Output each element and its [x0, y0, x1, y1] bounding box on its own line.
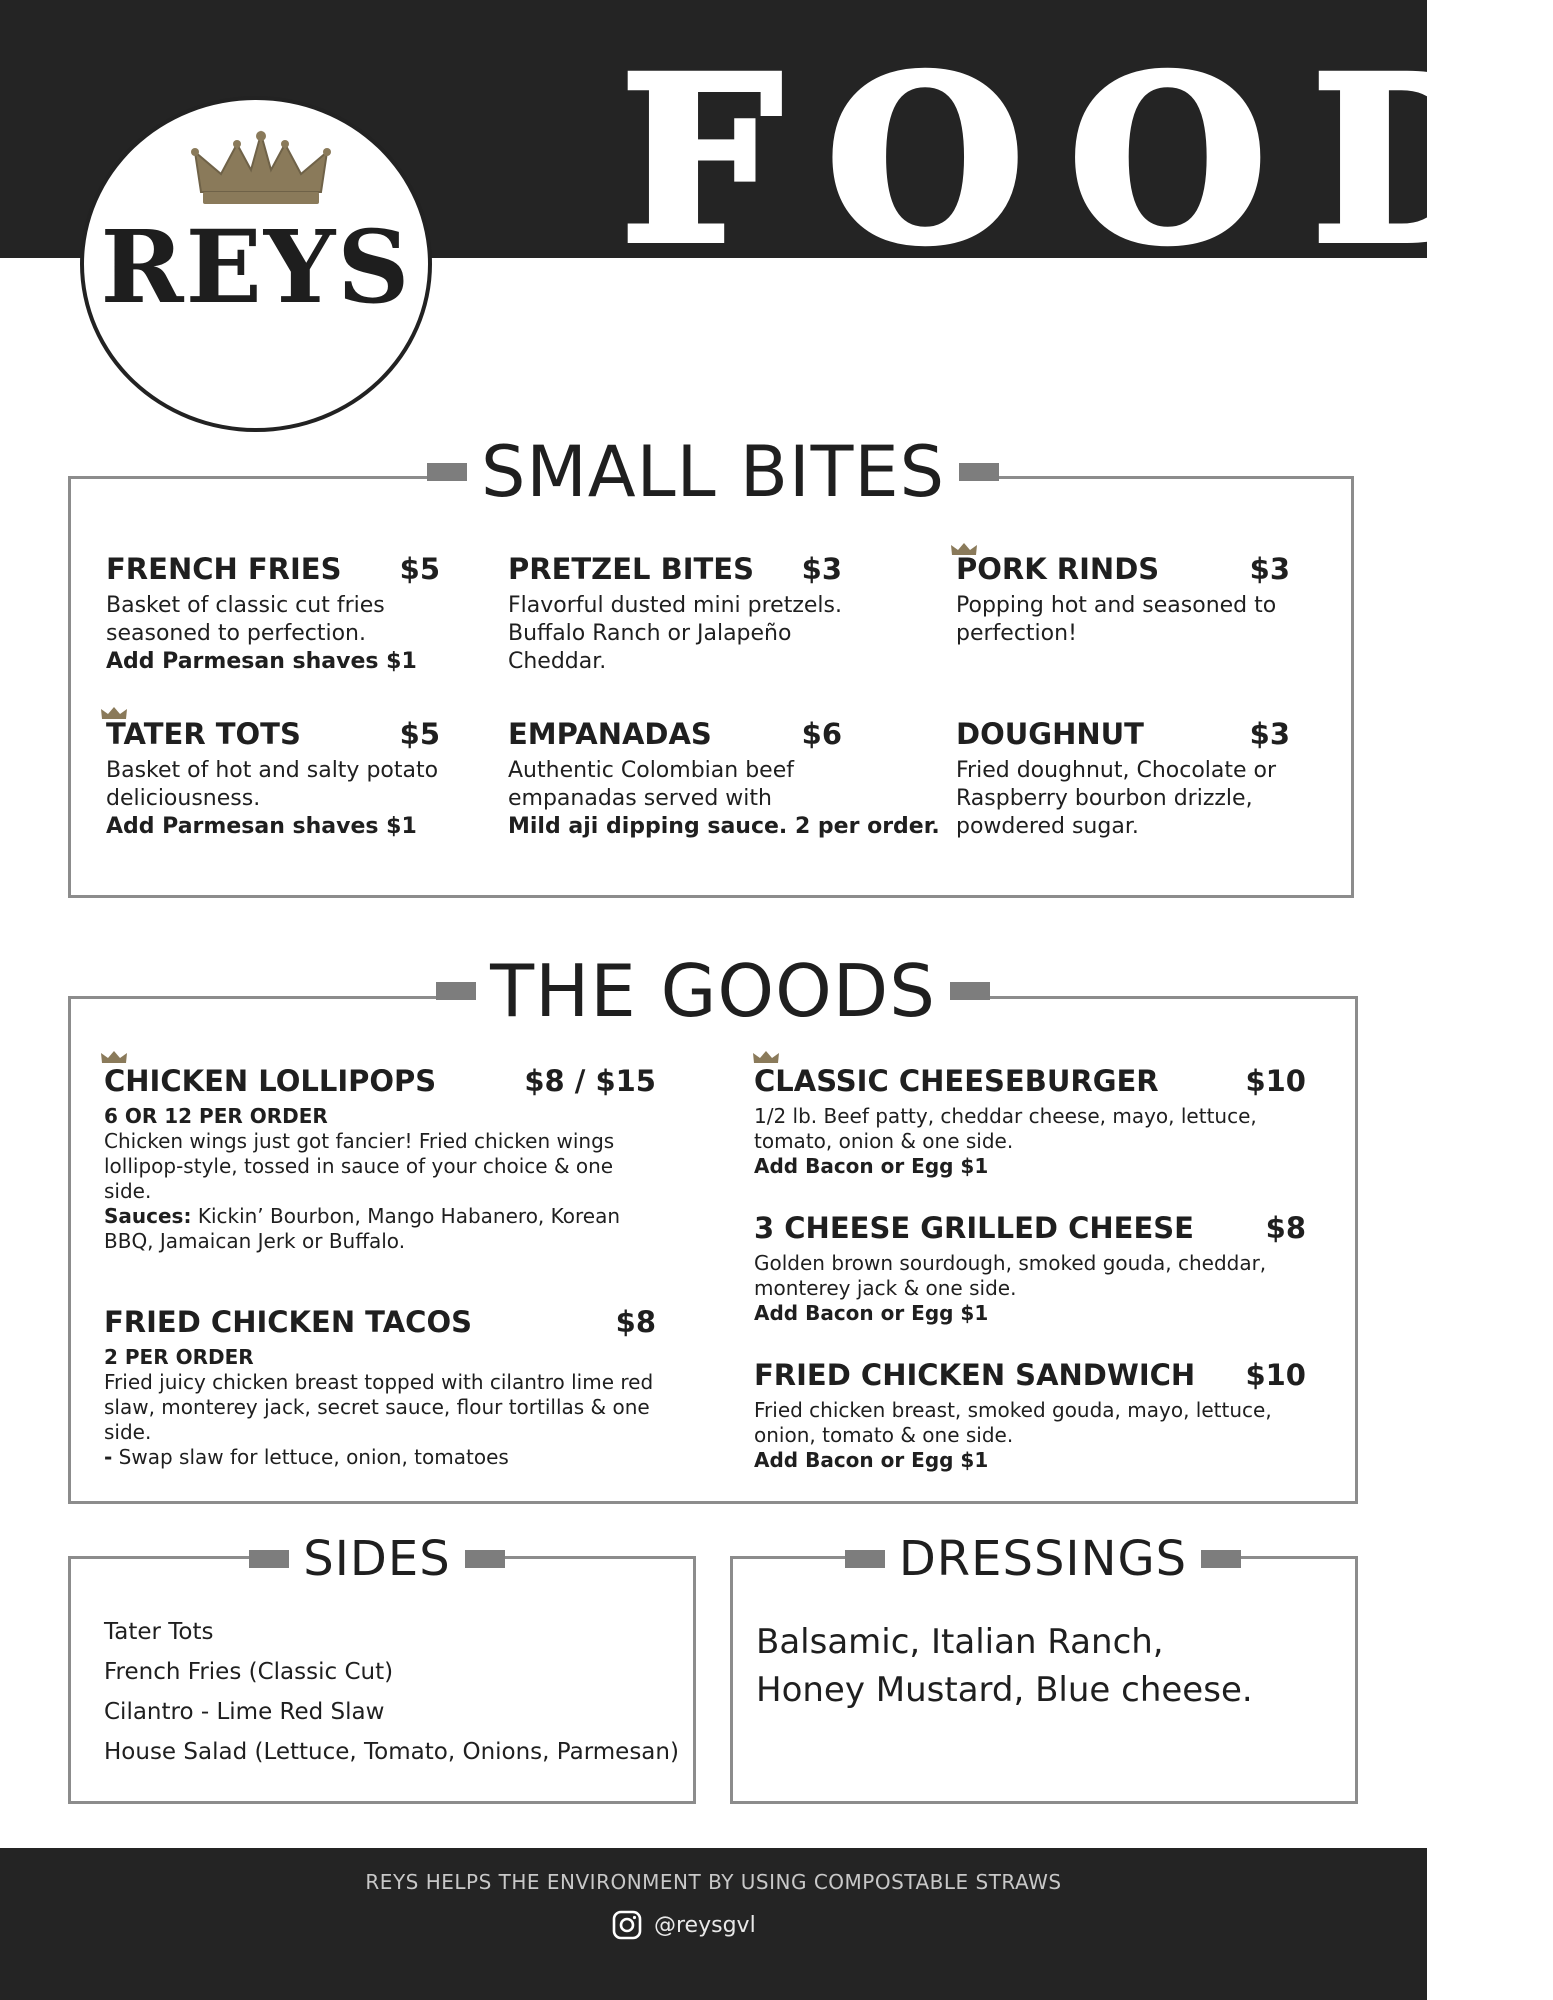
item-addon: Mild aji dipping sauce. 2 per order.	[508, 814, 940, 839]
item-price: $5	[399, 717, 440, 751]
page-title: FOOD	[620, 26, 1553, 294]
item-price: $3	[1249, 552, 1290, 586]
item-description: 1/2 lb. Beef patty, cheddar cheese, mayo, lettuce, tomato, onion & one side.	[754, 1104, 1257, 1153]
dressings-heading: DRESSINGS	[885, 1530, 1201, 1588]
item-price: $6	[801, 717, 842, 751]
dressings-line: Balsamic, Italian Ranch,	[756, 1622, 1164, 1662]
menu-item	[754, 1358, 1306, 1473]
item-price: $8	[615, 1305, 656, 1339]
sides-list	[104, 1612, 694, 1772]
heading-bar	[959, 463, 999, 481]
item-name: CHICKEN LOLLIPOPS	[104, 1064, 437, 1098]
item-name: FRIED CHICKEN TACOS	[104, 1305, 472, 1339]
item-description: Basket of hot and salty potato deliciousness.	[106, 758, 439, 811]
menu-item	[104, 1064, 656, 1254]
the-goods-heading-wrap	[418, 950, 1008, 1032]
menu-item	[754, 1064, 1306, 1179]
sides-heading: SIDES	[289, 1530, 464, 1588]
item-name: EMPANADAS	[508, 717, 712, 751]
list-item: Tater Tots	[104, 1619, 214, 1645]
item-name: PORK RINDS	[956, 552, 1160, 586]
instagram-icon	[612, 1910, 642, 1940]
heading-bar	[845, 1550, 885, 1568]
menu-item	[106, 552, 440, 676]
menu-item	[104, 1305, 656, 1470]
item-name: FRIED CHICKEN SANDWICH	[754, 1358, 1196, 1392]
item-description: Chicken wings just got fancier! Fried chicken wings lollipop-style, tossed in sauce of your choice & one side.	[104, 1129, 615, 1203]
sauces-label: Sauces:	[104, 1204, 192, 1228]
heading-bar	[427, 463, 467, 481]
small-bites-heading: SMALL BITES	[467, 432, 959, 512]
reys-logo	[80, 96, 432, 432]
item-price: $10	[1245, 1064, 1306, 1098]
item-description: Popping hot and seasoned to perfection!	[956, 593, 1277, 646]
menu-item	[106, 717, 440, 841]
item-price: $5	[399, 552, 440, 586]
sides-heading-wrap	[246, 1530, 508, 1588]
item-swap-note	[104, 1445, 656, 1470]
dressings-list	[756, 1618, 1346, 1714]
item-sauces	[104, 1204, 656, 1254]
dressings-line: Honey Mustard, Blue cheese.	[756, 1670, 1253, 1710]
heading-bar	[465, 1550, 505, 1568]
item-description: Fried doughnut, Chocolate or Raspberry bourbon drizzle, powdered sugar.	[956, 758, 1277, 839]
item-addon: Add Parmesan shaves $1	[106, 814, 417, 839]
item-subtitle: 6 OR 12 PER ORDER	[104, 1104, 328, 1128]
item-name: CLASSIC CHEESEBURGER	[754, 1064, 1159, 1098]
item-addon: Add Bacon or Egg $1	[754, 1154, 989, 1178]
sauces-list: Kickin’ Bourbon, Mango Habanero, Korean BBQ, Jamaican Jerk or Buffalo.	[104, 1204, 621, 1253]
item-description: Flavorful dusted mini pretzels. Buffalo Ranch or Jalapeño Cheddar.	[508, 593, 842, 674]
the-goods-heading: THE GOODS	[476, 950, 950, 1032]
item-price: $3	[801, 552, 842, 586]
item-addon: Add Bacon or Egg $1	[754, 1301, 989, 1325]
list-item: House Salad (Lettuce, Tomato, Onions, Parmesan)	[104, 1739, 679, 1765]
menu-item	[956, 552, 1290, 648]
logo-text: REYS	[100, 208, 412, 326]
item-name: 3 CHEESE GRILLED CHEESE	[754, 1211, 1194, 1245]
list-item: French Fries (Classic Cut)	[104, 1659, 394, 1685]
item-price: $8	[1265, 1211, 1306, 1245]
footer-note: REYS HELPS THE ENVIRONMENT BY USING COMPOSTABLE STRAWS	[365, 1870, 1062, 1894]
item-description: Authentic Colombian beef empanadas served with	[508, 758, 794, 811]
small-bites-heading-wrap	[418, 432, 1008, 512]
menu-item	[508, 717, 940, 841]
list-item: Cilantro - Lime Red Slaw	[104, 1699, 385, 1725]
item-description: Fried juicy chicken breast topped with cilantro lime red slaw, monterey jack, secret sauce, flour tortillas & one side.	[104, 1370, 654, 1444]
heading-bar	[436, 982, 476, 1000]
swap-text: Swap slaw for lettuce, onion, tomatoes	[112, 1445, 509, 1469]
menu-item	[508, 552, 842, 676]
heading-bar	[1201, 1550, 1241, 1568]
heading-bar	[950, 982, 990, 1000]
social-handle[interactable]: @reysgvl	[654, 1912, 756, 1938]
swap-dash: -	[104, 1445, 113, 1469]
social-link[interactable]	[612, 1910, 756, 1940]
item-price: $8 / $15	[524, 1064, 656, 1098]
item-name: PRETZEL BITES	[508, 552, 754, 586]
heading-bar	[249, 1550, 289, 1568]
item-name: DOUGHNUT	[956, 717, 1144, 751]
item-addon: Add Bacon or Egg $1	[754, 1448, 989, 1472]
menu-item	[754, 1211, 1306, 1326]
item-name: FRENCH FRIES	[106, 552, 342, 586]
footer	[0, 1848, 1427, 2000]
item-subtitle: 2 PER ORDER	[104, 1345, 254, 1369]
item-name: TATER TOTS	[106, 717, 301, 751]
item-price: $3	[1249, 717, 1290, 751]
menu-item	[956, 717, 1290, 841]
item-description: Fried chicken breast, smoked gouda, mayo, lettuce, onion, tomato & one side.	[754, 1398, 1272, 1447]
crown-icon	[191, 130, 331, 208]
item-description: Golden brown sourdough, smoked gouda, cheddar, monterey jack & one side.	[754, 1251, 1267, 1300]
item-description: Basket of classic cut fries seasoned to perfection.	[106, 593, 385, 646]
item-addon: Add Parmesan shaves $1	[106, 649, 417, 674]
dressings-heading-wrap	[838, 1530, 1248, 1588]
item-price: $10	[1245, 1358, 1306, 1392]
